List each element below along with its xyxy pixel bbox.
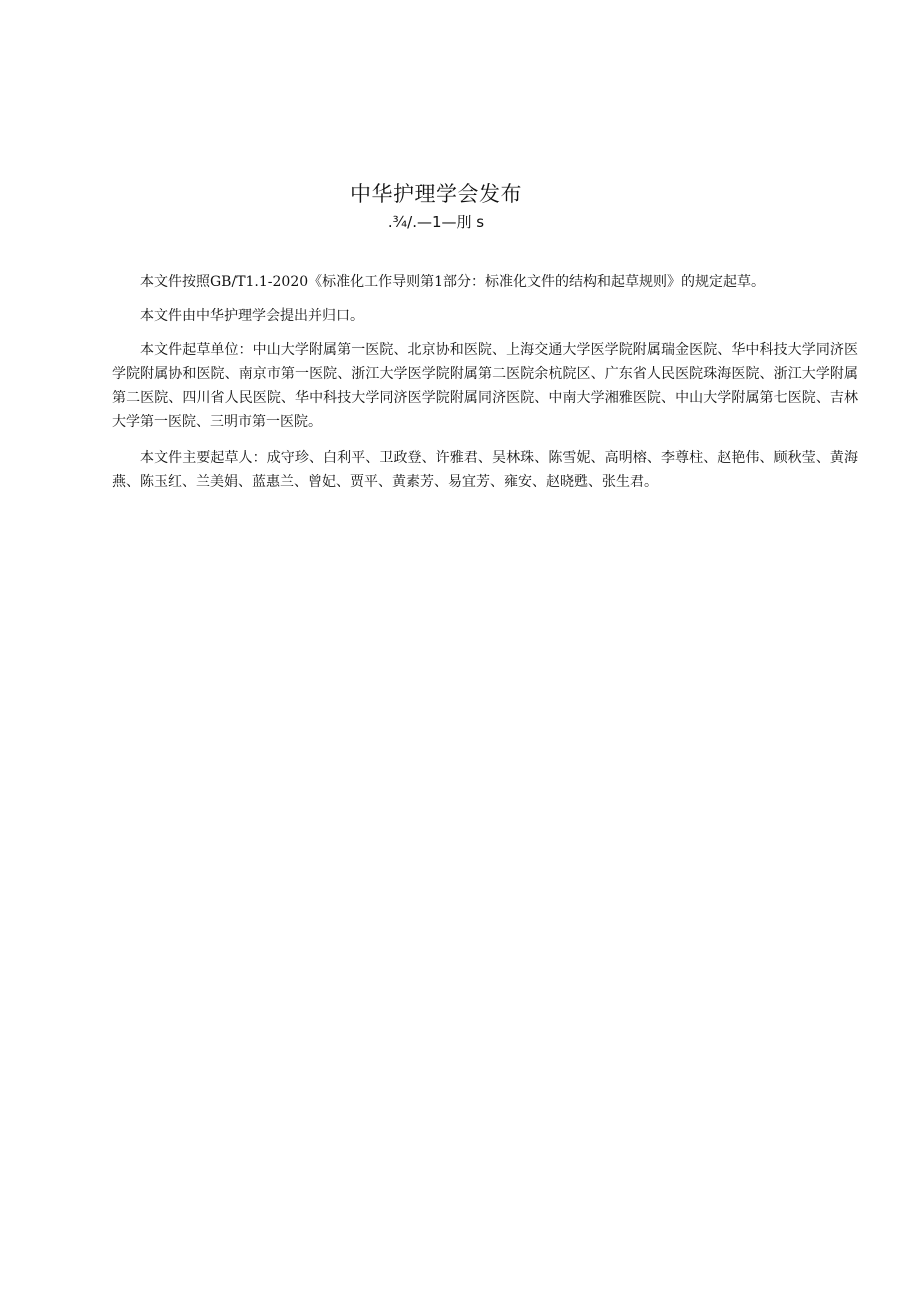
paragraph-proposer: 本文件由中华护理学会提出并归口。 [140,308,364,324]
paragraph-drafters: 本文件主要起草人：成守珍、白利平、卫政登、许雅君、吴林珠、陈雪妮、高明榕、李尊柱、赵艳伟、顾秋莹、黄海燕、陈玉红、兰美娟、蓝惠兰、曾妃、贾平、黄素芳、易宜芳、雍安、赵晓甦、张生君。 [112,450,858,490]
document-body [112,270,858,494]
paragraph-drafting-units: 本文件起草单位：中山大学附属第一医院、北京协和医院、上海交通大学医学院附属瑞金医院、华中科技大学同济医学院附属协和医院、南京市第一医院、浙江大学医学院附属第二医院余杭院区、广东省人民医院珠海医院、浙江大学附属第二医院、四川省人民医院、华中科技大学同济医学院附属同济医院、中南大学湘雅医院、中山大学附属第七医院、吉林大学第一医院、三明市第一医院。 [112,342,858,430]
publisher-title: 中华护理学会发布 [350,182,522,206]
section-heading: .¾/.—1—刖 s [387,213,485,231]
paragraph-standard-basis: 本文件按照GB/T1.1-2020《标准化工作导则第1部分：标准化文件的结构和起草规则》的规定起草。 [140,274,766,290]
